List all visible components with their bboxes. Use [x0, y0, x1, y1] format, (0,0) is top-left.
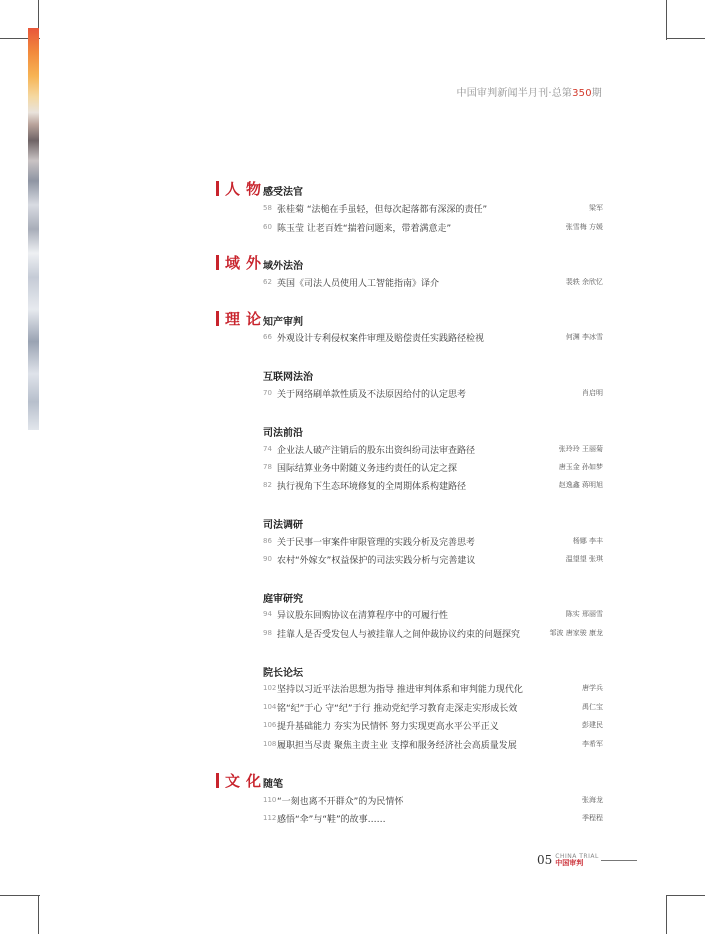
entry-title: “一刻也离不开群众”的为民情怀	[277, 797, 404, 807]
entry-title: 异议股东回购协议在清算程序中的可履行性	[277, 611, 449, 621]
entry-authors: 张海龙	[582, 796, 603, 804]
toc-entry[interactable]	[263, 461, 603, 475]
entry-page: 66	[263, 333, 272, 341]
subhead: 庭审研究	[263, 594, 303, 605]
toc-entry[interactable]	[263, 682, 603, 696]
subhead: 院长论坛	[263, 668, 303, 679]
entry-authors: 杨娜 李丰	[572, 537, 603, 545]
crop-mark	[0, 895, 40, 896]
entry-title: 国际结算业务中附随义务违约责任的认定之探	[277, 464, 458, 474]
toc-entry[interactable]	[263, 794, 603, 808]
entry-title: 铭“纪”于心 守“纪”于行 推动党纪学习教育走深走实形成长效	[277, 704, 518, 714]
entry-title: 张桂菊 “法槌在手虽轻，但每次起落都有深深的责任”	[277, 205, 488, 215]
entry-authors: 季程程	[582, 814, 603, 822]
toc-entry[interactable]	[263, 276, 603, 290]
subhead: 随笔	[263, 779, 283, 790]
entry-authors: 赵逸鑫 蒋明旭	[558, 481, 603, 489]
toc-entry[interactable]	[263, 479, 603, 493]
entry-authors: 邹波 唐家骏 康龙	[549, 629, 603, 637]
entry-authors: 张雪梅 方媛	[565, 223, 603, 231]
entry-page: 74	[263, 445, 272, 453]
toc-entry[interactable]	[263, 701, 603, 715]
toc-entry[interactable]	[263, 719, 603, 733]
section-bar	[216, 311, 219, 326]
entry-page: 104	[263, 703, 277, 711]
section-bar	[216, 773, 219, 788]
subhead: 司法前沿	[263, 428, 303, 439]
crop-mark	[38, 895, 39, 934]
entry-authors: 唐玉金 孙如梦	[558, 463, 603, 471]
entry-page: 98	[263, 629, 272, 637]
section-tag-renwu	[216, 178, 267, 199]
entry-authors: 彭建民	[582, 721, 603, 729]
subhead: 司法调研	[263, 520, 303, 531]
entry-page: 78	[263, 463, 272, 471]
entry-page: 108	[263, 740, 277, 748]
page-number: 05	[537, 853, 553, 867]
subhead: 互联网法治	[263, 372, 313, 383]
crop-mark	[666, 895, 667, 934]
toc-entry[interactable]	[263, 738, 603, 752]
entry-authors: 何渊 李冰雪	[565, 333, 603, 341]
toc-entry[interactable]	[263, 553, 603, 567]
footer-rule	[601, 860, 637, 861]
entry-title: 英国《司法人员使用人工智能指南》译介	[277, 279, 440, 289]
entry-authors: 温望望 张琪	[565, 555, 603, 563]
toc-entry[interactable]	[263, 608, 603, 622]
section-label: 人物	[225, 180, 268, 198]
subhead: 域外法治	[263, 261, 303, 272]
logo-cn: 中国审判	[555, 859, 584, 867]
entry-page: 60	[263, 223, 272, 231]
subhead: 感受法官	[263, 187, 303, 198]
entry-title: 坚持以习近平法治思想为指导 推进审判体系和审判能力现代化	[277, 685, 523, 695]
entry-page: 112	[263, 814, 277, 822]
toc-entry[interactable]	[263, 812, 603, 826]
entry-authors: 裴轶 余欣忆	[565, 278, 603, 286]
section-bar	[216, 181, 219, 196]
entry-page: 58	[263, 204, 272, 212]
section-tag-wenhua	[216, 770, 267, 791]
entry-title: 企业法人破产注销后的股东出资纠纷司法审查路径	[277, 446, 476, 456]
entry-title: 提升基础能力 夯实为民情怀 努力实现更高水平公平正义	[277, 722, 499, 732]
entry-title: 关于网络刷单款性质及不法原因给付的认定思考	[277, 390, 467, 400]
toc-entry[interactable]	[263, 221, 603, 235]
subhead: 知产审判	[263, 317, 303, 328]
entry-authors: 梁军	[589, 204, 603, 212]
entry-authors: 陈实 邢丽雪	[565, 610, 603, 618]
entry-authors: 张玲玲 王丽菊	[558, 445, 603, 453]
entry-page: 106	[263, 721, 277, 729]
entry-title: 履职担当尽责 聚焦主责主业 支撑和服务经济社会高质量发展	[277, 741, 517, 751]
section-tag-yuwai	[216, 252, 267, 273]
crop-mark	[666, 895, 705, 896]
section-label: 理论	[225, 310, 268, 328]
section-bar	[216, 255, 219, 270]
entry-authors: 肖启明	[582, 389, 603, 397]
logo-en: CHINA TRIAL	[555, 853, 599, 860]
toc-entry[interactable]	[263, 627, 603, 641]
header-suffix: 期	[591, 88, 602, 99]
toc-entry[interactable]	[263, 535, 603, 549]
magazine-logo	[555, 854, 599, 867]
toc-entry[interactable]	[263, 387, 603, 401]
entry-page: 62	[263, 278, 272, 286]
section-tag-lilun	[216, 308, 267, 329]
toc-entry[interactable]	[263, 443, 603, 457]
entry-authors: 禹仁宝	[582, 703, 603, 711]
running-header	[457, 84, 602, 99]
entry-authors: 李希军	[582, 740, 603, 748]
entry-title: 农村“外嫁女”权益保护的司法实践分析与完善建议	[277, 556, 476, 566]
issue-number: 350	[572, 88, 592, 99]
entry-title: 挂靠人是否受发包人与被挂靠人之间仲裁协议约束的问题探究	[277, 630, 521, 640]
entry-page: 90	[263, 555, 272, 563]
section-label: 域外	[225, 254, 268, 272]
toc-entry[interactable]	[263, 331, 603, 345]
entry-page: 102	[263, 684, 277, 692]
page-footer	[537, 853, 637, 867]
header-prefix: 中国审判新闻半月刊·总第	[456, 88, 573, 99]
crop-mark	[666, 0, 667, 40]
crop-mark	[666, 38, 705, 39]
entry-title: 外观设计专利侵权案件审理及赔偿责任实践路径检视	[277, 334, 485, 344]
entry-page: 94	[263, 610, 272, 618]
entry-authors: 唐学兵	[582, 684, 603, 692]
toc-entry[interactable]	[263, 202, 603, 216]
entry-title: 感悟“伞”与“鞋”的故事……	[277, 815, 386, 825]
entry-page: 110	[263, 796, 277, 804]
entry-title: 陈玉莹 让老百姓“揣着问题来，带着满意走”	[277, 224, 452, 234]
entry-page: 86	[263, 537, 272, 545]
entry-title: 执行视角下生态环境修复的全周期体系构建路径	[277, 482, 467, 492]
cover-photo-strip	[28, 28, 39, 430]
section-label: 文化	[225, 772, 268, 790]
entry-page: 82	[263, 481, 272, 489]
entry-title: 关于民事一审案件审限管理的实践分析及完善思考	[277, 538, 476, 548]
entry-page: 70	[263, 389, 272, 397]
